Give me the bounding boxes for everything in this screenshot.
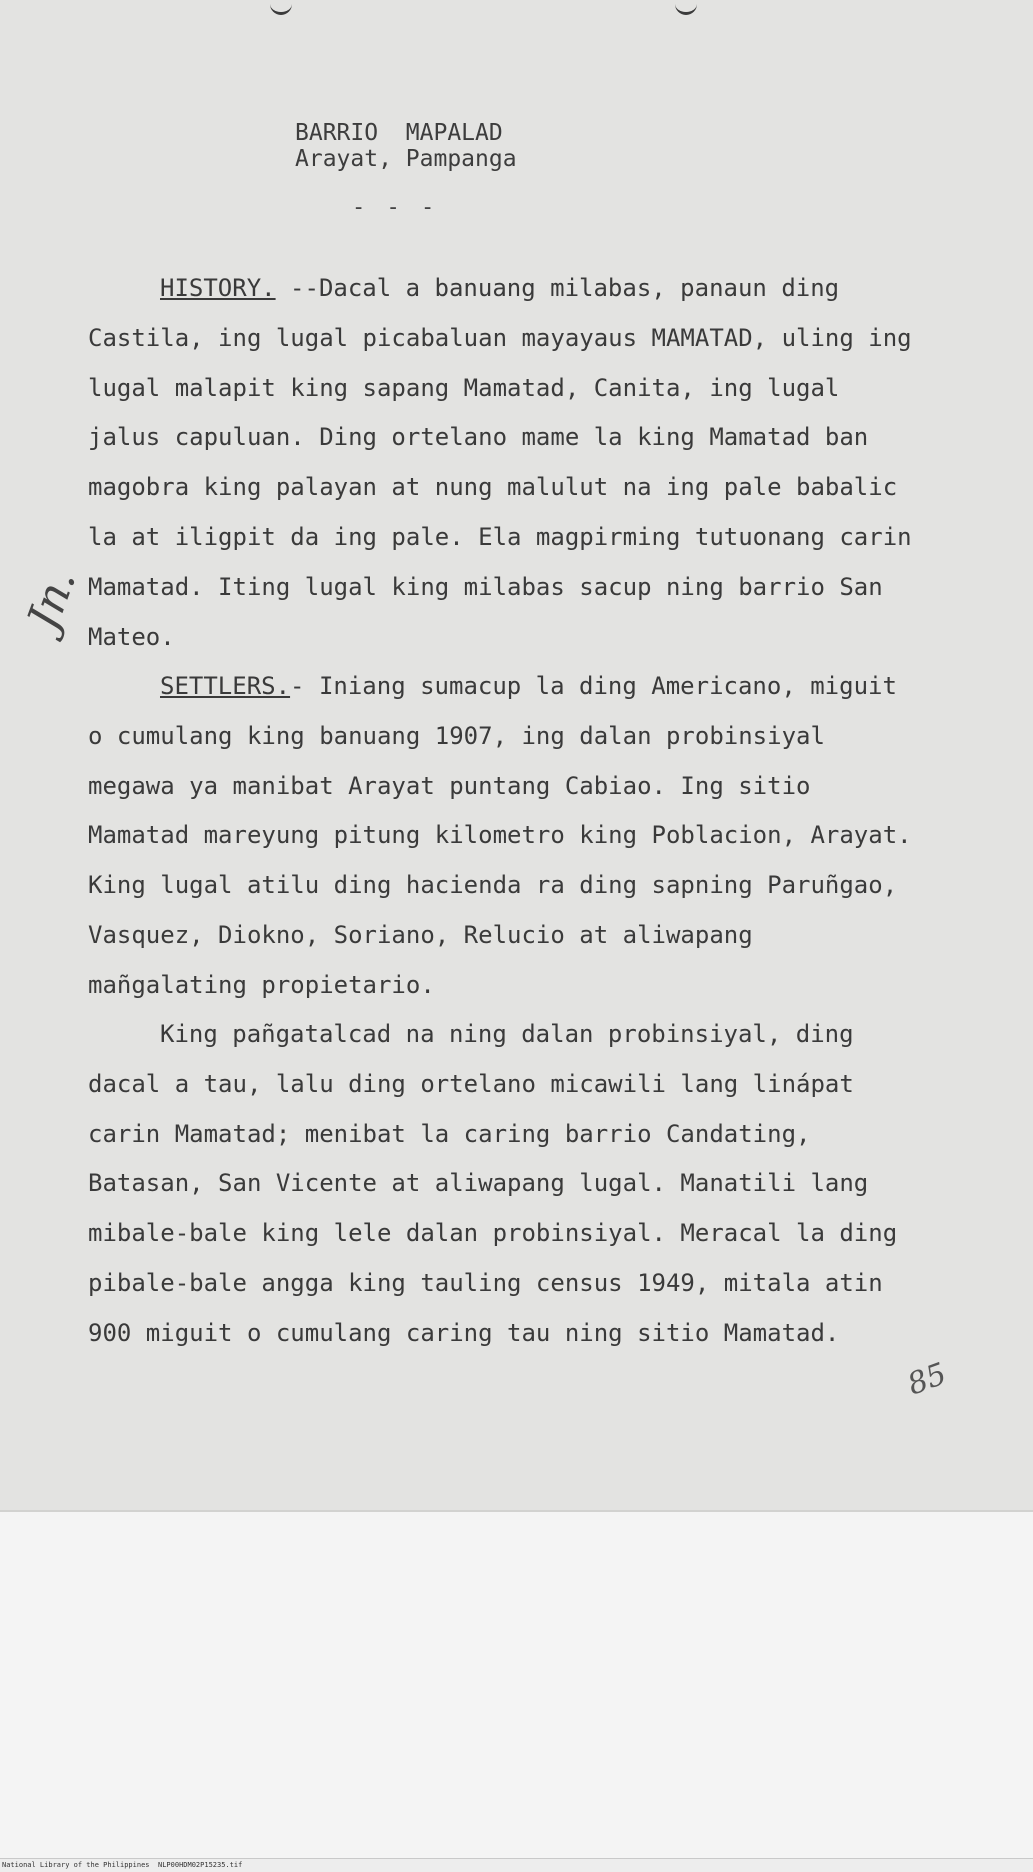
settlers-paragraph [88, 662, 918, 1011]
footer-institution: National Library of the Philippines [2, 1861, 150, 1869]
page-number: 85 [903, 1356, 952, 1403]
binding-hole-right [675, 0, 697, 15]
margin-initials: Jn. [17, 562, 87, 637]
header-separator: - - - [352, 195, 439, 220]
binding-hole-left [270, 0, 292, 15]
settlers-text: - Iniang sumacup la ding Americano, miguit o cumulang king banuang 1907, ing dalan probinsiyal megawa ya manibat Arayat puntang Cabiao. Ing sitio Mamatad mareyung pitung kilometro king Poblacion, Arayat. King lugal atilu ding hacienda ra ding sapning Paruñgao, Vasquez, Diokno, Soriano, Relucio at aliwapang mañgalating propietario. [88, 672, 912, 999]
settlers-heading: SETTLERS. [160, 672, 291, 700]
growth-text: King pañgatalcad na ning dalan probinsiyal, ding dacal a tau, lalu ding ortelano micawili lang linápat carin Mamatad; menibat la caring barrio Candating, Batasan, San Vicente at aliwapang lugal. Manatili lang mibale-bale king lele dalan probinsiyal. Meracal la ding pibale-bale angga king tauling census 1949, mitala atin 900 miguit o cumulang caring tau ning sitio Mamatad. [88, 1020, 898, 1347]
barrio-title: BARRIO MAPALAD [295, 120, 503, 146]
history-paragraph [88, 264, 918, 662]
footer-bar [0, 1858, 1033, 1872]
footer-filename: NLP00HDM02P15235.tif [158, 1861, 243, 1869]
barrio-location: Arayat, Pampanga [295, 146, 517, 172]
growth-paragraph [88, 1010, 918, 1359]
document-header [295, 120, 517, 172]
history-text: --Dacal a banuang milabas, panaun ding Castila, ing lugal picabaluan mayayaus MAMATAD, uling ing lugal malapit king sapang Mamatad, Canita, ing lugal jalus capuluan. Ding ortelano mame la king Mamatad ban magobra king palayan at nung malulut na ing pale babalic la at iligpit da ing pale. Ela magpirming tutuonang carin Mamatad. Iting lugal king milabas sacup ning barrio San Mateo. [88, 274, 912, 651]
history-heading: HISTORY. [160, 274, 276, 302]
